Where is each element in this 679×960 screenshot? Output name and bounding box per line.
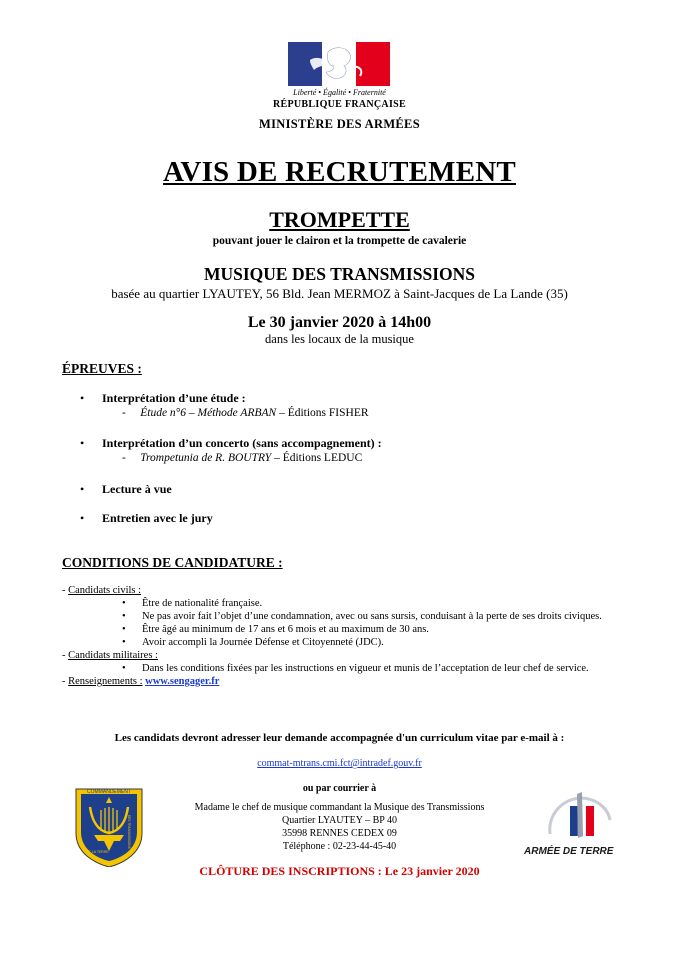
bullet-icon: • <box>80 436 85 450</box>
dash-icon: - <box>122 407 126 419</box>
epreuve-label: Entretien avec le jury <box>102 511 213 525</box>
condition-item: • Ne pas avoir fait l’objet d’une condamnation, avec ou sans sursis, conduisant à la perte de ses droits civiques. <box>122 611 602 622</box>
dash-icon: - <box>122 452 126 464</box>
post-title: TROMPETTE <box>269 207 410 232</box>
badge-text-right: DES TRANSMISSIONS <box>127 815 131 849</box>
exam-date: Le 30 janvier 2020 à 14h00 <box>247 314 432 331</box>
ministere: MINISTÈRE DES ARMÉES <box>259 117 420 131</box>
epreuve-label: Lecture à vue <box>102 482 172 496</box>
unit-address: basée au quartier LYAUTEY, 56 Bld. Jean MERMOZ à Saint-Jacques de La Lande (35) <box>111 286 568 301</box>
epreuve-piece: Étude n°6 – Méthode ARBAN <box>140 407 277 419</box>
closing-date: CLÔTURE DES INSCRIPTIONS : Le 23 janvier 2020 <box>199 864 480 878</box>
epreuve-editor: – Éditions LEDUC <box>271 452 363 464</box>
epreuve-detail <box>122 452 362 464</box>
armee-logo-text: ARMÉE DE TERRE <box>524 846 614 857</box>
exam-location: dans les locaux de la musique <box>265 332 414 346</box>
epreuve-detail <box>122 407 369 419</box>
badge-text-top: COMMANDEMENT <box>87 789 131 795</box>
address-line: Madame le chef de musique commandant la Musique des Transmissions <box>194 802 485 813</box>
condition-item: • Avoir accompli la Journée Défense et Citoyenneté (JDC). <box>122 637 384 648</box>
civils-label-line: - Candidats civils : <box>62 585 142 596</box>
address-line: Quartier LYAUTEY – BP 40 <box>282 815 397 826</box>
epreuve-editor: – Éditions FISHER <box>276 407 369 419</box>
email-link[interactable]: commat-mtrans.cmi.fct@intradef.gouv.fr <box>257 758 422 769</box>
motto: Liberté • Égalité • Fraternité <box>293 88 386 97</box>
militaires-label: Candidats militaires : <box>68 650 158 661</box>
bullet-icon: • <box>122 598 126 609</box>
condition-item: • Dans les conditions fixées par les instructions en vigueur et munis de l’acceptation de leur chef de service. <box>122 663 589 674</box>
armee-de-terre-logo <box>522 790 627 860</box>
condition-item: • Être de nationalité française. <box>122 598 263 609</box>
bullet-icon: • <box>80 482 85 496</box>
republique-francaise: RÉPUBLIQUE FRANÇAISE <box>273 99 406 110</box>
condition-item: • Être âgé au minimum de 17 ans et 6 mois et au maximum de 30 ans. <box>122 624 429 635</box>
transmissions-badge-icon <box>68 783 150 867</box>
militaires-label-line: - Candidats militaires : <box>62 650 158 661</box>
bullet-icon: • <box>80 511 85 525</box>
epreuve-label: Interprétation d’un concerto (sans accompagnement) : <box>102 436 382 450</box>
marianne-logo <box>288 42 390 86</box>
page-title: AVIS DE RECRUTEMENT <box>163 156 516 188</box>
bullet-icon: • <box>80 391 85 405</box>
bullet-icon: • <box>122 624 126 635</box>
address-line: Téléphone : 02-23-44-45-40 <box>282 841 397 852</box>
conditions-block <box>62 584 632 688</box>
epreuve-label: Interprétation d’une étude : <box>102 391 246 405</box>
renseignements-label: Renseignements : <box>68 676 143 687</box>
bullet-icon: • <box>122 663 126 674</box>
address-line: 35998 RENNES CEDEX 09 <box>282 828 397 839</box>
bullet-icon: • <box>122 637 126 648</box>
epreuve-piece: Trompetunia de R. BOUTRY <box>140 452 272 464</box>
sengager-link[interactable]: www.sengager.fr <box>145 676 220 687</box>
unit-name: MUSIQUE DES TRANSMISSIONS <box>203 264 475 284</box>
badge-text-bottom: DE LA TERRE <box>86 850 109 854</box>
post-subtitle: pouvant jouer le clairon et la trompette de cavalerie <box>212 235 467 247</box>
bullet-icon: • <box>122 611 126 622</box>
civils-label: Candidats civils : <box>68 585 142 596</box>
courrier-label: ou par courrier à <box>302 783 377 794</box>
application-instructions: Les candidats devront adresser leur demande accompagnée d'un curriculum vitae par e-mail à : <box>114 732 565 744</box>
renseignements-line: - Renseignements : www.sengager.fr <box>62 676 220 687</box>
epreuves-heading: ÉPREUVES : <box>62 361 142 376</box>
conditions-heading: CONDITIONS DE CANDIDATURE : <box>62 555 283 570</box>
